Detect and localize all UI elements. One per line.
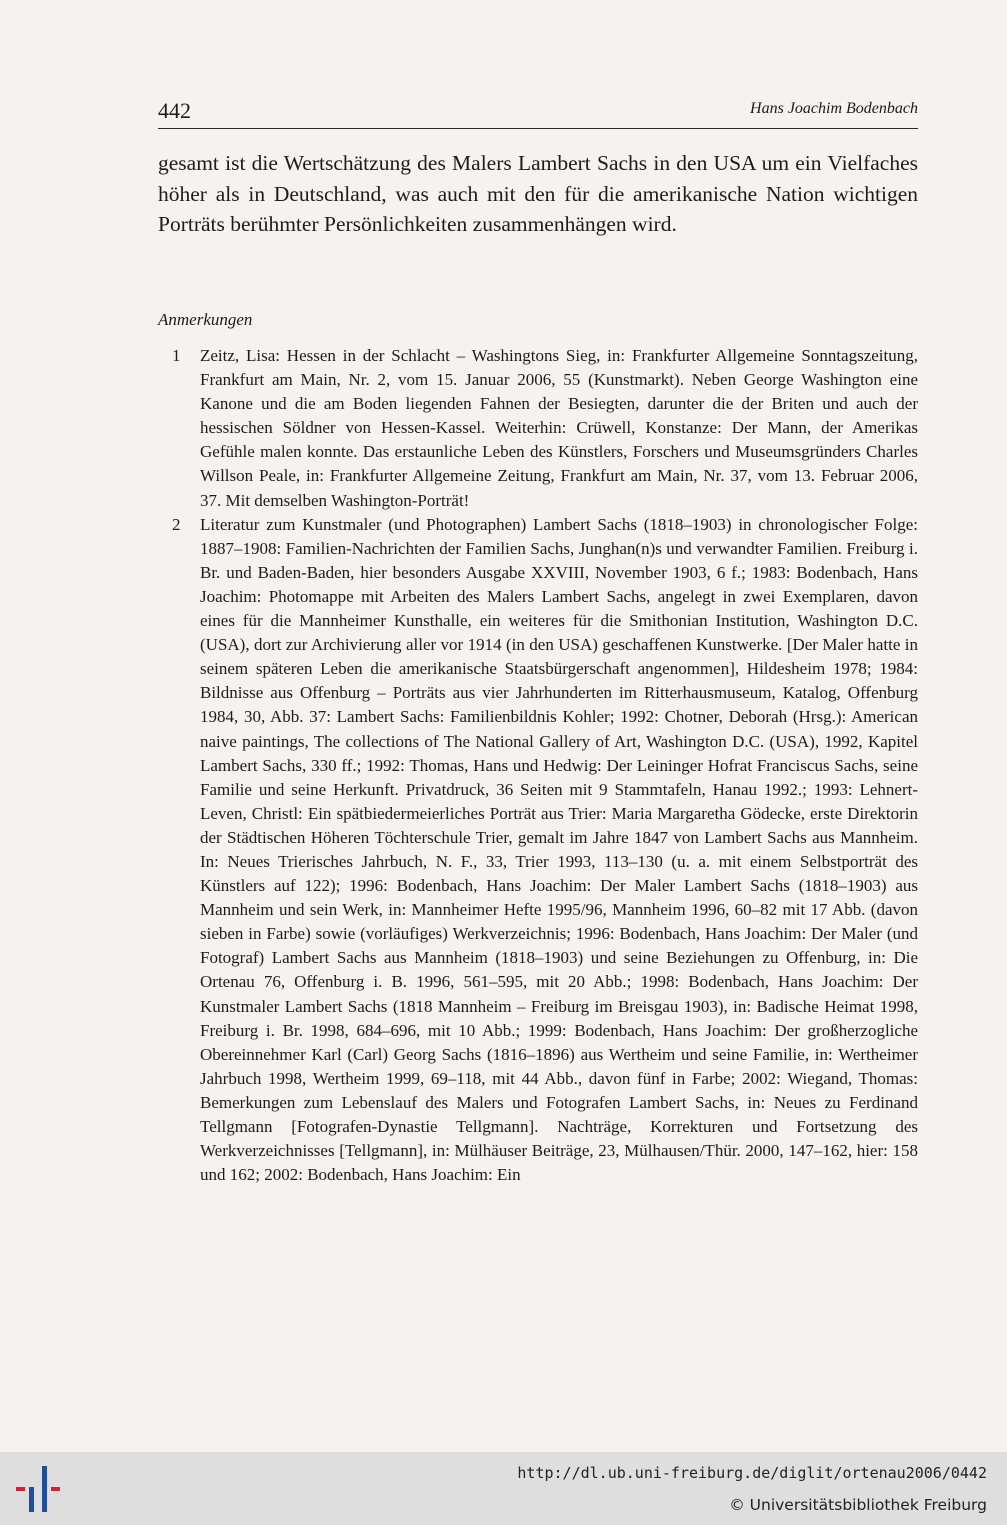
note-number: 2 <box>172 514 181 534</box>
footer-bar <box>0 1452 1007 1525</box>
notes-list <box>158 344 918 1187</box>
intro-paragraph: gesamt ist die Wertschätzung des Malers Lambert Sachs in den USA um ein Vielfaches höher als in Deutschland, was auch mit den für die amerikanische Nation wichtigen Porträts berühmter Persönlichkeiten zusammenhängen wird. <box>158 151 918 236</box>
note-number: 1 <box>172 346 181 365</box>
note-text: Literatur zum Kunstmaler (und Photographen) Lambert Sachs (1818–1903) in chronologischer Folge: 1887–1908: Familien-Nachrichten der Familien Sachs, Junghan(n)s und verwandter Familien. Freiburg i. Br. und Baden-Baden, hier besonders Ausgabe XXVIII, November 1903, 6 f.; 1983: Bodenbach, Hans Joachim: Photomappe mit Arbeiten des Malers Lambert Sachs, angelegt in zwei Exemplaren, davon eines für die Mannheimer Kunsthalle, ein weiteres für die Smithonian Institution, Washington D.C. (USA), dort zur Archivierung aller vor 1914 (in den USA) geschaffenen Kunstwerke. [Der Maler hatte in seinem späteren Leben die amerikanische Staatsbürgerschaft angenommen], Hildesheim 1978; 1984: Bildnisse aus Offenburg – Porträts aus vier Jahrhunderten im Ritterhausmuseum, Katalog, Offenburg 1984, 30, Abb. 37: Lambert Sachs: Familienbildnis Kohler; 1992: Chotner, Deborah (Hrsg.): American naive paintings, The collections of The National Gallery of Art, Washington D.C. (USA), 1992, Kapitel Lambert Sachs, 330 ff.; 1992: Thomas, Hans und Hedwig: Der Leininger Hofrat Franciscus Sachs, seine Familie und seine Herkunft. Privatdruck, 36 Seiten mit 9 Stammtafeln, Hanau 1992.; 1993: Lehnert-Leven, Christl: Ein spätbiedermeierliches Porträt aus Trier: Maria Margaretha Gödecke, erste Direktorin der Städtischen Höheren Töchterschule Trier, gemalt im Jahre 1847 von Lambert Sachs aus Mannheim. In: Neues Trierisches Jahrbuch, N. F., 33, Trier 1993, 113–130 (u. a. mit einem Selbstporträt des Künstlers auf 122); 1996: Bodenbach, Hans Joachim: Der Maler Lambert Sachs (1818–1903) aus Mannheim und sein Werk, in: Mannheimer Hefte 1995/96, Mannheim 1996, 60–82 mit 17 Abb. (davon sieben in Farbe) sowie (vorläufiges) Werkverzeichnis; 1996: Bodenbach, Hans Joachim: Der Maler (und Fotograf) Lambert Sachs aus Mannheim (1818–1903) und seine Beziehungen zu Offenburg, in: Die Ortenau 76, Offenburg i. B. 1996, 561–595, mit 20 Abb.; 1998: Bodenbach, Hans Joachim: Der Kunstmaler Lambert Sachs (1818 Mannheim – Freiburg im Breisgau 1903), in: Badische Heimat 1998, Freiburg i. Br. 1998, 684–696, mit 10 Abb.; 1999: Bodenbach, Hans Joachim: Der großherzogliche Obereinnehmer Karl (Carl) Georg Sachs (1816–1896) aus Wertheim und seine Familie, in: Wertheimer Jahrbuch 1998, Wertheim 1999, 69–118, mit 44 Abb., davon fünf in Farbe; 2002: Wiegand, Thomas: Bemerkungen zum Lebenslauf des Malers und Fotografen Lambert Sachs, in: Neues zu Ferdinand Tellgmann [Fotografen-Dynastie Tellgmann]. Nachträge, Korrekturen und Fortsetzung des Werkverzeichnisses [Tellgmann], in: Mülhäuser Beiträge, 23, Mülhausen/Thür. 2000, 147–162, hier: 158 und 162; 2002: Bodenbach, Hans Joachim: Ein <box>200 514 918 1185</box>
note-item <box>158 513 918 1188</box>
source-url-link[interactable]: http://dl.ub.uni-freiburg.de/diglit/ortenau2006/0442 <box>517 1464 987 1482</box>
running-head: Hans Joachim Bodenbach <box>750 100 918 117</box>
ub-freiburg-logo-icon[interactable] <box>12 1462 66 1516</box>
copyright-notice: © Universitätsbibliothek Freiburg <box>729 1496 987 1514</box>
section-title: Anmerkungen <box>158 310 253 329</box>
page-header <box>158 96 918 129</box>
note-item <box>158 344 918 513</box>
note-text: Zeitz, Lisa: Hessen in der Schlacht – Washingtons Sieg, in: Frankfurter Allgemeine Sonntagszeitung, Frankfurt am Main, Nr. 2, vom 15. Januar 2006, 55 (Kunstmarkt). Neben George Washington eine Kanone und die am Boden liegenden Fahnen der Besiegten, darunter die der Briten und auch der hessischen Söldner von Hessen-Kassel. Weiterhin: Crüwell, Konstanze: Der Mann, der Amerikas Gefühle malen konnte. Das erstaunliche Leben des Künstlers, Forschers und Museumsgründers Charles Willson Peale, in: Frankfurter Allgemeine Zeitung, Frankfurt am Main, Nr. 37, vom 13. Februar 2006, 37. Mit demselben Washington-Porträt! <box>200 346 918 510</box>
page-number: 442 <box>158 98 191 123</box>
